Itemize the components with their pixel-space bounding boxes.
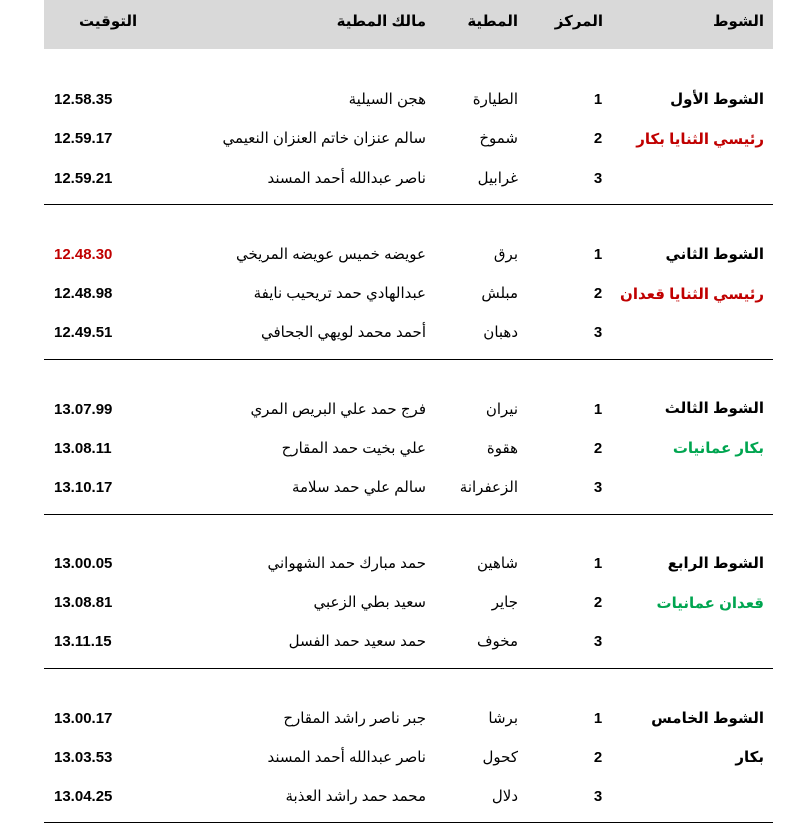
- row-camel: جاير: [491, 594, 518, 611]
- row-owner: ناصر عبدالله أحمد المسند: [267, 170, 426, 187]
- row-owner: حمد مبارك حمد الشهواني: [267, 555, 426, 572]
- row-owner: علي بخيت حمد المقارح: [281, 440, 426, 457]
- row-time: 13.07.99: [54, 401, 113, 418]
- row-camel: دهبان: [483, 324, 518, 341]
- row-time: 13.00.05: [54, 555, 113, 572]
- race-divider: [44, 514, 773, 515]
- row-owner: سعيد بطي الزعبي: [313, 594, 426, 611]
- row-time: 12.48.98: [54, 285, 113, 302]
- row-time: 12.48.30: [54, 246, 113, 263]
- row-camel: غرابيل: [477, 170, 518, 187]
- row-time: 13.08.81: [54, 594, 113, 611]
- row-owner: ناصر عبدالله أحمد المسند: [267, 749, 426, 766]
- row-time: 13.04.25: [54, 788, 113, 805]
- row-time: 12.58.35: [54, 91, 113, 108]
- race-name: الشوط الرابع: [667, 555, 764, 572]
- row-position: 2: [593, 749, 603, 766]
- row-owner: هجن السيلية: [348, 91, 426, 108]
- race-category: رئيسي الثنايا بكار: [636, 131, 764, 148]
- row-position: 1: [593, 710, 603, 727]
- header-owner: مالك المطية: [336, 13, 426, 30]
- header-camel: المطية: [467, 13, 518, 30]
- row-owner: فرج حمد علي البريص المري: [250, 401, 426, 418]
- row-owner: عبدالهادي حمد تريحيب نايفة: [253, 285, 426, 302]
- row-time: 12.59.21: [54, 170, 113, 187]
- row-camel: مبلش: [481, 285, 518, 302]
- row-position: 1: [593, 246, 603, 263]
- row-position: 3: [593, 324, 603, 341]
- row-position: 1: [593, 91, 603, 108]
- row-position: 2: [593, 594, 603, 611]
- race-name: الشوط الثالث: [664, 400, 764, 417]
- row-owner: أحمد محمد لويهي الجحافي: [260, 324, 426, 341]
- row-camel: الطيارة: [472, 91, 518, 108]
- row-time: 13.00.17: [54, 710, 113, 727]
- row-position: 1: [593, 401, 603, 418]
- row-camel: كحول: [482, 749, 518, 766]
- row-owner: سالم علي حمد سلامة: [291, 479, 426, 496]
- row-position: 3: [593, 788, 603, 805]
- header-position: المركز: [554, 13, 603, 30]
- race-category: بكار عمانيات: [672, 440, 764, 457]
- row-position: 2: [593, 130, 603, 147]
- row-camel: برق: [493, 246, 518, 263]
- row-owner: محمد حمد راشد العذبة: [285, 788, 426, 805]
- row-owner: حمد سعيد حمد الفسل: [288, 633, 426, 650]
- race-divider: [44, 204, 773, 205]
- row-position: 1: [593, 555, 603, 572]
- row-position: 2: [593, 285, 603, 302]
- race-divider: [44, 822, 773, 823]
- row-camel: شاهين: [477, 555, 518, 572]
- row-camel: الزعفرانة: [459, 479, 518, 496]
- row-time: 12.59.17: [54, 130, 113, 147]
- row-position: 2: [593, 440, 603, 457]
- race-category: رئيسي الثنايا قعدان: [620, 286, 764, 303]
- row-camel: شموخ: [479, 130, 518, 147]
- race-name: الشوط الخامس: [651, 710, 764, 727]
- row-owner: سالم عنزان خاتم العنزان النعيمي: [222, 130, 426, 147]
- race-divider: [44, 668, 773, 669]
- row-camel: دلال: [491, 788, 518, 805]
- race-divider: [44, 359, 773, 360]
- row-owner: جبر ناصر راشد المقارح: [283, 710, 426, 727]
- row-time: 13.08.11: [54, 440, 112, 457]
- race-category: قعدان عمانيات: [656, 595, 764, 612]
- row-camel: برشا: [488, 710, 518, 727]
- row-position: 3: [593, 170, 603, 187]
- race-category: بكار: [735, 749, 764, 766]
- header-time: التوقيت: [79, 13, 138, 30]
- row-owner: عويضه خميس عويضه المريخي: [236, 246, 426, 263]
- row-camel: مخوف: [476, 633, 518, 650]
- row-time: 13.03.53: [54, 749, 113, 766]
- row-time: 13.10.17: [54, 479, 113, 496]
- header-race: الشوط: [712, 13, 764, 30]
- race-name: الشوط الأول: [670, 91, 764, 108]
- row-camel: نيران: [485, 401, 518, 418]
- race-name: الشوط الثاني: [665, 246, 764, 263]
- row-position: 3: [593, 479, 603, 496]
- row-camel: هقوة: [486, 440, 518, 457]
- row-time: 13.11.15: [54, 633, 112, 650]
- row-time: 12.49.51: [54, 324, 113, 341]
- row-position: 3: [593, 633, 603, 650]
